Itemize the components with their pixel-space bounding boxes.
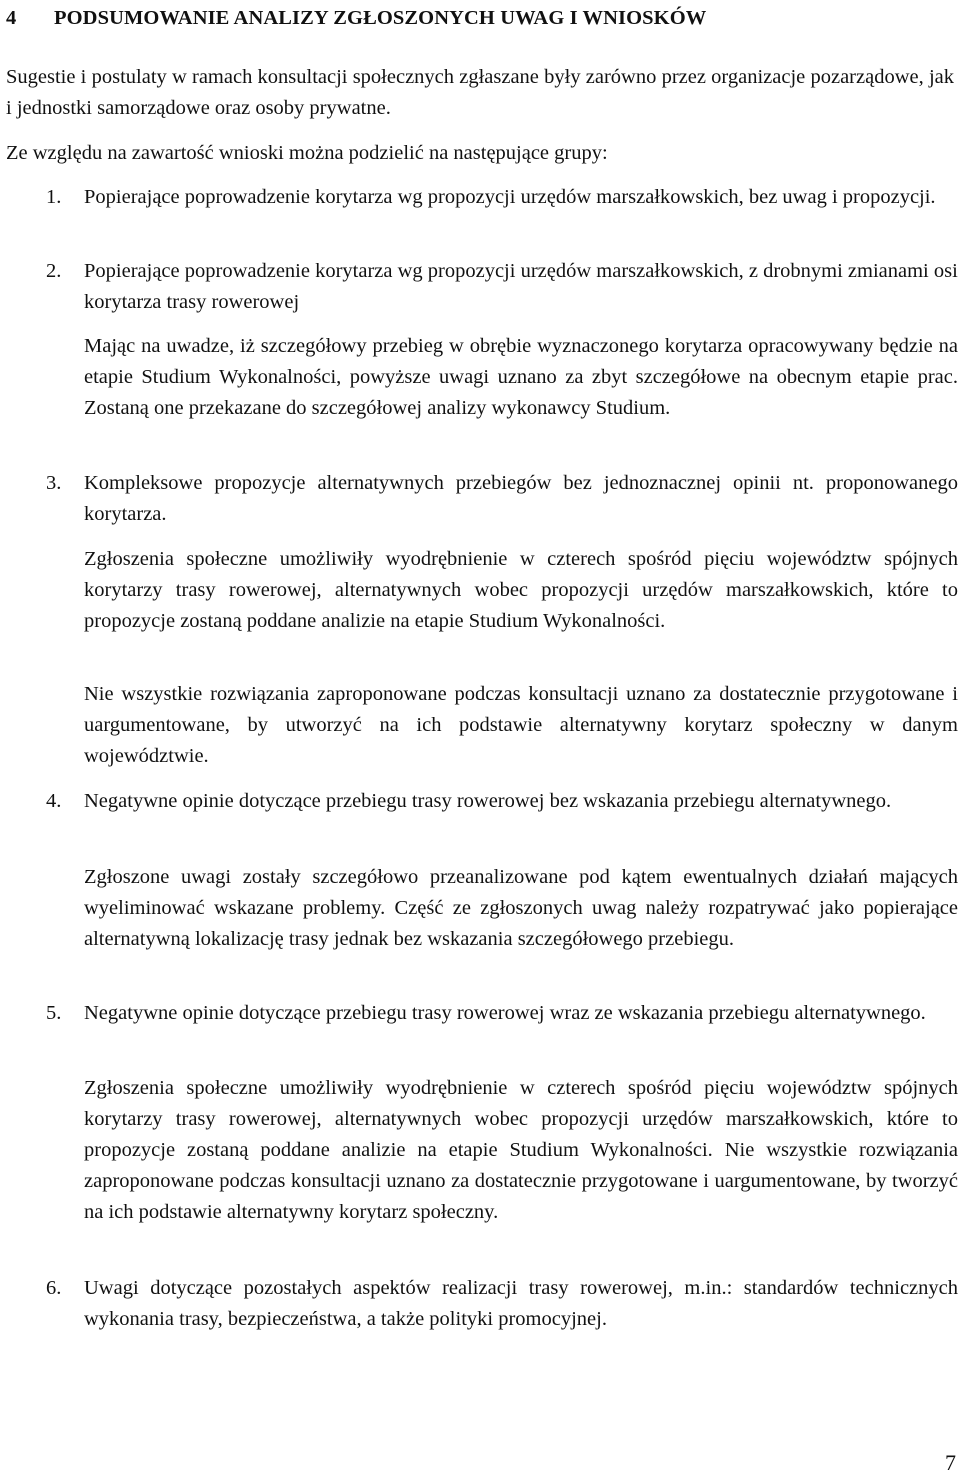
list-item-text: Kompleksowe propozycje alternatywnych przebiegów bez jednoznacznej opinii nt. proponowanego korytarza. bbox=[84, 472, 958, 525]
list-item bbox=[6, 1273, 958, 1335]
list-item-text: Popierające poprowadzenie korytarza wg propozycji urzędów marszałkowskich, bez uwag i propozycji. bbox=[84, 186, 936, 208]
list-item-number: 6. bbox=[46, 1277, 62, 1299]
list-item-number: 1. bbox=[46, 186, 62, 208]
section-title: PODSUMOWANIE ANALIZY ZGŁOSZONYCH UWAG I WNIOSKÓW bbox=[54, 7, 707, 29]
list-item-number: 2. bbox=[46, 260, 62, 282]
list-item-text: Uwagi dotyczące pozostałych aspektów realizacji trasy rowerowej, m.in.: standardów technicznych wykonania trasy, bezpieczeństwa, a także polityki promocyjnej. bbox=[84, 1277, 958, 1330]
list-item-number: 4. bbox=[46, 790, 62, 812]
section-number: 4 bbox=[6, 7, 17, 29]
comment-paragraph: Zgłoszenia społeczne umożliwiły wyodrębnienie w czterech spośród pięciu województw spójnych korytarzy trasy rowerowej, alternatywnych wobec propozycji urzędów marszałkowskich, które to propozycje zostaną poddane analizie na etapie Studium Wykonalności. bbox=[84, 548, 958, 632]
intro-paragraph: Sugestie i postulaty w ramach konsultacji społecznych zgłaszane były zarówno przez organizacje pozarządowe, jak i jednostki samorządowe oraz osoby prywatne. bbox=[6, 66, 954, 119]
list-item bbox=[6, 468, 958, 530]
comment-paragraph: Nie wszystkie rozwiązania zaproponowane podczas konsultacji uznano za dostatecznie przygotowane i uargumentowane, by utworzyć na ich podstawie alternatywny korytarz społeczny w danym województwie. bbox=[84, 683, 958, 767]
groups-intro: Ze względu na zawartość wnioski można podzielić na następujące grupy: bbox=[6, 142, 608, 164]
list-item bbox=[6, 256, 958, 318]
list-item-number: 3. bbox=[46, 472, 62, 494]
page-number: 7 bbox=[945, 1450, 956, 1475]
section-heading bbox=[6, 4, 956, 32]
list-item-text: Negatywne opinie dotyczące przebiegu trasy rowerowej wraz ze wskazania przebiegu alternatywnego. bbox=[84, 1002, 926, 1024]
comment-paragraph: Zgłoszone uwagi zostały szczegółowo przeanalizowane pod kątem ewentualnych działań mających wyeliminować wskazane problemy. Część ze zgłoszonych uwag należy rozpatrywać jako popierające alternatywną lokalizację trasy jednak bez wskazania szczegółowego przebiegu. bbox=[84, 866, 958, 950]
comment-paragraph: Zgłoszenia społeczne umożliwiły wyodrębnienie w czterech spośród pięciu województw spójnych korytarzy trasy rowerowej, alternatywnych wobec propozycji urzędów marszałkowskich, które to propozycje zostaną poddane analizie na etapie Studium Wykonalności. Nie wszystkie rozwiązania zaproponowane podczas konsultacji uznano za dostatecznie przygotowane i uargumentowane, by tworzyć na ich podstawie alternatywny korytarz społeczny. bbox=[84, 1077, 958, 1223]
comment-paragraph: Mając na uwadze, iż szczegółowy przebieg w obrębie wyznaczonego korytarza opracowywany będzie na etapie Studium Wykonalności, powyższe uwagi uznano za zbyt szczegółowe na obecnym etapie prac. Zostaną one przekazane do szczegółowej analizy wykonawcy Studium. bbox=[84, 335, 958, 419]
list-item-text: Negatywne opinie dotyczące przebiegu trasy rowerowej bez wskazania przebiegu alternatywnego. bbox=[84, 790, 892, 812]
list-item bbox=[6, 786, 958, 817]
list-item-number: 5. bbox=[46, 1002, 62, 1024]
list-item-text: Popierające poprowadzenie korytarza wg propozycji urzędów marszałkowskich, z drobnymi zmianami osi korytarza trasy rowerowej bbox=[84, 260, 958, 313]
list-item bbox=[6, 182, 958, 213]
list-item bbox=[6, 998, 958, 1029]
